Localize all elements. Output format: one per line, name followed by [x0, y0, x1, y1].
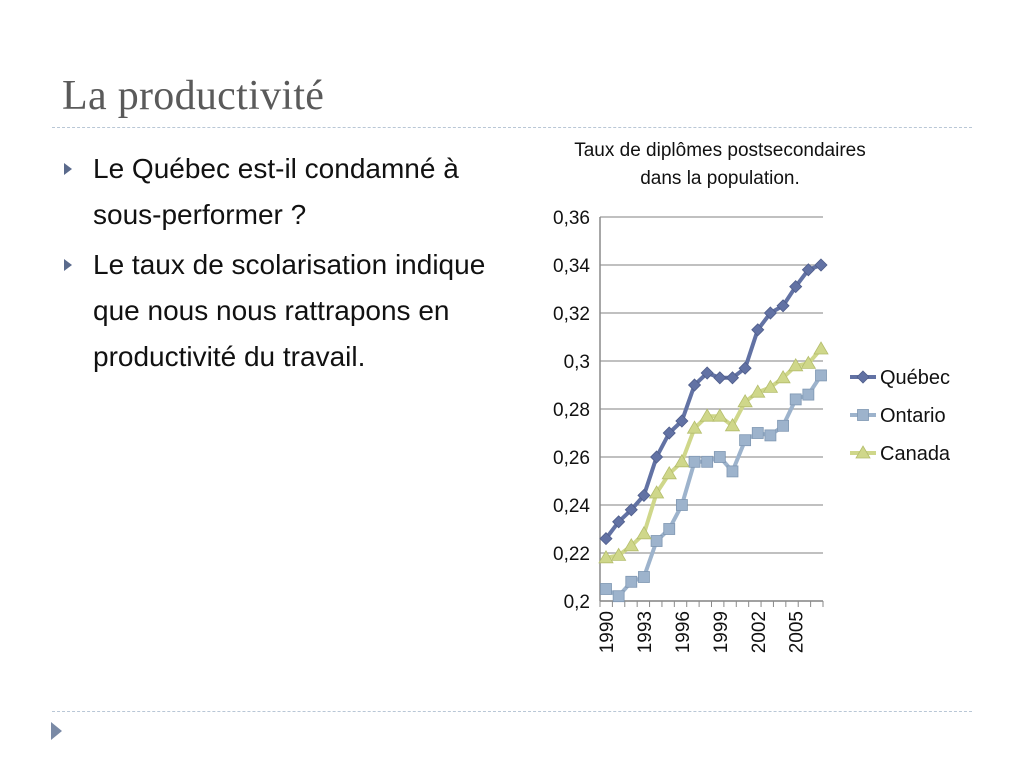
- data-point: [664, 524, 675, 535]
- y-tick-label: 0,36: [553, 208, 590, 229]
- chart-title-line: Taux de diplômes postsecondaires: [574, 140, 866, 161]
- bullet-arrow-icon: [64, 259, 72, 271]
- data-point: [790, 394, 801, 405]
- line-chart: [520, 200, 980, 690]
- data-point: [814, 342, 828, 354]
- data-point: [714, 372, 726, 384]
- data-point: [727, 466, 738, 477]
- x-tick-label: 2005: [786, 611, 808, 654]
- chart-title-line: dans la population.: [640, 168, 800, 189]
- data-point: [815, 259, 827, 271]
- data-point: [626, 576, 637, 587]
- footer-divider: [52, 711, 972, 712]
- bullet-text: Le Québec est-il condamné à sous-performer ?: [93, 153, 459, 230]
- data-point: [765, 430, 776, 441]
- x-tick-label: 1993: [634, 611, 656, 654]
- y-tick-label: 0,2: [563, 592, 590, 613]
- footer-arrow-icon: [51, 722, 62, 740]
- bullet-item: [62, 146, 502, 238]
- bullet-list: [62, 146, 502, 384]
- data-point: [689, 456, 700, 467]
- y-tick-label: 0,3: [563, 352, 590, 373]
- data-point: [803, 389, 814, 400]
- y-tick-label: 0,24: [553, 496, 590, 517]
- legend-marker: [858, 410, 869, 421]
- legend-label: Ontario: [880, 405, 946, 427]
- y-tick-label: 0,34: [553, 256, 590, 277]
- legend-label: Québec: [880, 367, 951, 389]
- y-tick-label: 0,28: [553, 400, 590, 421]
- legend-label: Canada: [880, 443, 951, 465]
- x-tick-label: 2002: [748, 611, 770, 654]
- slide-title: La productivité: [62, 73, 325, 119]
- y-tick-label: 0,26: [553, 448, 590, 469]
- x-tick-label: 1990: [597, 611, 618, 654]
- data-point: [778, 420, 789, 431]
- data-point: [651, 536, 662, 547]
- y-tick-label: 0,22: [553, 544, 590, 565]
- data-point: [601, 584, 612, 595]
- chart-title: [520, 137, 920, 193]
- data-point: [740, 435, 751, 446]
- data-point: [613, 591, 624, 602]
- data-point: [638, 572, 649, 583]
- data-point: [714, 452, 725, 463]
- bullet-arrow-icon: [64, 163, 72, 175]
- data-point: [637, 527, 651, 539]
- bullet-item: [62, 242, 502, 380]
- x-tick-label: 1996: [672, 611, 694, 654]
- data-point: [816, 370, 827, 381]
- data-point: [752, 428, 763, 439]
- x-tick-label: 1999: [710, 611, 732, 654]
- data-point: [676, 500, 687, 511]
- y-tick-label: 0,32: [553, 304, 590, 325]
- bullet-text: Le taux de scolarisation indique que nous nous rattrapons en productivité du travail.: [93, 249, 486, 372]
- legend-marker: [857, 371, 869, 383]
- data-point: [702, 456, 713, 467]
- title-divider: [52, 127, 972, 128]
